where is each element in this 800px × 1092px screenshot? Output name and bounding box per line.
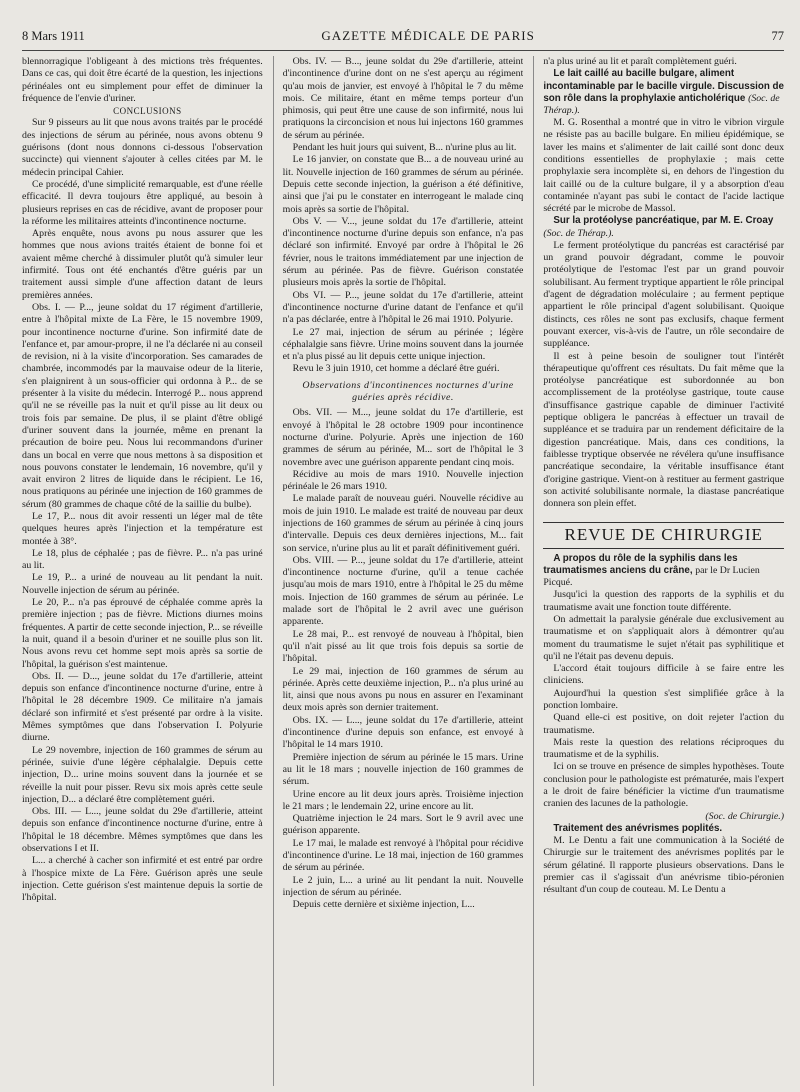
observation-3: Obs. III. — L..., jeune soldat du 29e d'artillerie, atteint depuis son enfance d'incontinence nocturne d'urine, entre à l'hôpital le 18 décembre. Mêmes symptômes que dans les observations I et II. — [22, 806, 263, 854]
journal-title: GAZETTE MÉDICALE DE PARIS — [321, 28, 535, 43]
paragraph: Mais reste la question des relations réciproques du traumatisme et de la syphilis. — [543, 736, 785, 761]
paragraph: Le 29 novembre, injection de 160 grammes de sérum au périnée, suivie d'une légère céphalalgie. Depuis cette injection, D... urine moins souvent dans la journée et se réveille la nuit pour pisser. Revu six mois après cette seule injection, D... a déclaré être complètement guéri. — [22, 744, 263, 805]
heading-text: Le lait caillé au bacille bulgare, aliment incontaminable par le bacille virgule. Discussion de son rôle dans la prophylaxie anticholérique — [543, 68, 784, 104]
observation-8: Obs. VIII. — P..., jeune soldat du 17e d'artillerie, atteint d'incontinence nocturne d'urine, qu'il a tenue cachée jusqu'au mois de mars 1910, entre à l'hôpital le 25 du même mois. Injection de 160 grammes de sérum au périnée. Le malade sort de l'hôpital le 2 avril avec une guérison apparente. — [282, 554, 524, 628]
paragraph: Aujourd'hui la question s'est simplifiée grâce à la ponction lombaire. — [543, 687, 785, 711]
heading-text: Sur la protéolyse pancréatique, par M. E. Croay — [553, 215, 774, 227]
paragraph: Première injection de sérum au périnée le 15 mars. Urine au lit le 18 mars ; nouvelle injection de 160 grammes de sérum. — [282, 751, 524, 788]
paragraph: Le 16 janvier, on constate que B... a de nouveau uriné au lit. Nouvelle injection de 160 grammes de sérum au périnée. Depuis cette seconde injection, la guérison a été définitive, ainsi que j'ai pu le constater en interrogeant le malade cinq mois après sa sortie de l'hôpital. — [282, 154, 524, 215]
heading-source: (Soc. de Thérap.). — [543, 227, 614, 239]
paragraph: blennorragique l'obligeant à des mictions très fréquentes. Dans ce cas, qui doit être écarté de la question, les injections périnéales ont eu simplement pour effet de diminuer la fréquence de l'envie d'uriner. — [22, 56, 263, 104]
paragraph: Revu le 3 juin 1910, cet homme a déclaré être guéri. — [292, 363, 500, 375]
article-heading-anevrismes: Traitement des anévrismes poplités. — [553, 822, 723, 834]
issue-date: 8 Mars 1911 — [22, 29, 85, 43]
article-heading-lait-caille — [543, 68, 784, 117]
paragraph: M. Le Dentu a fait une communication à la Société de Chirurgie sur le traitement des anévrismes poplités par le sérum gélatiné. Il rapporte plusieurs observations. Dans le premier cas il s'agissait d'un anévrisme tibio-péronien résultant d'un coup de couteau. M. Le Dentu a — [543, 835, 785, 896]
page-header — [22, 28, 784, 48]
paragraph: Récidive au mois de mars 1910. Nouvelle injection périnéale le 26 mars 1910. — [282, 468, 524, 493]
article-signature: (Soc. de Chirurgie.) — [705, 810, 785, 822]
paragraph: Le 19, P... a uriné de nouveau au lit pendant la nuit. Nouvelle injection de sérum au périnée. — [22, 572, 263, 596]
observation-7: Obs. VII. — M..., jeune soldat du 17e d'artillerie, est envoyé à l'hôpital le 28 octobre 1909 pour incontinence nocturne d'urine. Polyurie. Après une injection de 160 grammes de sérum au périnée, M... sort de l'hôpital le 3 novembre avec une guérison apparente pendant cinq mois. — [282, 407, 524, 468]
heading-author: par le Dr Lucien Picqué. — [543, 564, 760, 589]
paragraph: Urine encore au lit deux jours après. Troisième injection le 21 mars ; le lendemain 22, urine encore au lit. — [282, 788, 524, 812]
section-title: REVUE DE CHIRURGIE — [564, 525, 763, 545]
paragraph: Le 17, P... nous dit avoir ressenti un léger mal de tête quelques heures après l'injection et la température est montée à 38°. — [22, 510, 263, 547]
observation-6: Obs VI. — P..., jeune soldat du 17e d'artillerie, atteint d'incontinence nocturne d'urine datant de l'enfance et qu'il n'a pas déclarée, entre à l'hôpital le 26 mai 1910. Polyurie. — [282, 289, 524, 326]
paragraph: Jusqu'ici la question des rapports de la syphilis et du traumatisme avait une fonction toute différente. — [543, 589, 785, 613]
observation-2: Obs. II. — D..., jeune soldat du 17e d'artillerie, atteint depuis son enfance d'incontinence nocturne d'urine, entre à l'hôpital le 28 décembre 1909. Ce militaire n'a jamais déclaré son infirmité et s'est présenté par ordre à la visite. Mêmes symptômes que dans l'observation I. Polyurie diurne. — [22, 670, 263, 744]
section-rule-bottom — [543, 548, 784, 549]
paragraph: Le 29 mai, injection de 160 grammes de sérum au périnée. Après cette deuxième injection, P... n'a plus uriné au lit, ainsi que nous avons pu nous en assurer en l'examinant deux mois après son dernier traitement. — [282, 665, 524, 714]
paragraph: Le 28 mai, P... est renvoyé de nouveau à l'hôpital, bien qu'il n'ait pissé au lit que trois fois depuis sa sortie de l'hôpital. — [282, 628, 524, 665]
paragraph: Quand elle-ci est positive, on doit rejeter l'action du traumatisme. — [543, 712, 785, 736]
column-3 — [533, 56, 784, 1086]
paragraph: Depuis cette dernière et sixième injection, L... — [292, 899, 475, 911]
paragraph: Le malade paraît de nouveau guéri. Nouvelle récidive au mois de juin 1910. Le malade est traité de nouveau par deux injections de 160 grammes de sérum au périnée à cinq jours d'intervalle. Depuis ces deux dernières injections, M... fait son service, n'urine plus au lit et paraît définitivement guéri. — [282, 493, 524, 554]
paragraph: Après enquête, nous avons pu nous assurer que les hommes que nous avions traités étaient de bonne foi et avaient même cherché à dissimuler plutôt qu'à simuler leur infirmité. Tous ont été enchantés d'être guéris par un traitement aussi simple d'une affection datant de leurs premières années. — [22, 228, 263, 301]
paragraph: L... a cherché à cacher son infirmité et est entré par ordre à l'hospice mixte de La Fère. Guérison après une seule injection. Cette guérison s'est maintenue depuis la sortie de l'hôpital. — [22, 855, 263, 904]
article-heading-proteolyse — [543, 215, 784, 239]
section-rule-top — [543, 522, 784, 523]
paragraph: Le 17 mai, le malade est renvoyé à l'hôpital pour récidive d'incontinence d'urine. Le 18 mai, injection de 160 grammes de sérum au périnée. — [282, 837, 524, 874]
article-heading-syphilis — [543, 553, 784, 590]
paragraph: Le 27 mai, injection de sérum au périnée ; légère céphalalgie sans fièvre. Urine moins souvent dans la journée et n'a plus pissé au lit depuis cette unique injection. — [282, 326, 524, 363]
observation-4: Obs. IV. — B..., jeune soldat du 29e d'artillerie, atteint d'incontinence d'urine dont on ne s'est aperçu au régiment qu'au mois de janvier, est envoyé à l'hôpital le 7 du même mois. Ce militaire, étant en même temps porteur d'un phimosis, qui peut être une cause de son infirmité, nous lui pratiquons la circoncision et nous lui injectons 160 grammes de sérum au périnée. — [282, 56, 524, 141]
observation-9: Obs. IX. — L..., jeune soldat du 17e d'artillerie, atteint d'incontinence d'urine depuis son enfance, est envoyé à l'hôpital le 14 mars 1910. — [282, 714, 524, 751]
paragraph: Il est à peine besoin de souligner tout l'intérêt thérapeutique qu'offrent ces résultats. Du fait même que la protéolyse pancréatique est subordonnée au bon accomplissement de la protéolyse gastrique, toute cause d'insuffisance gastrique capable de diminuer l'activité peptique obligera le pancréas à effectuer un travail de suppléance et se traduira par un rendement déficitaire de la digestion pancréatique. Mais, dans ces conditions, la faiblesse tryptique observée ne révélera qu'une insuffisance pancréatique secondaire, la véritable insuffisance étant d'origine gastrique. Vient-on à restituer au ferment gastrique son activité solubilisante normale, la diastase pancréatique donnera son plein effet. — [543, 350, 785, 510]
paragraph: Ici on se trouve en présence de simples hypothèses. Toute conclusion pour le pathologiste est prématurée, mais l'expert a le droit de faire bénéficier la victime d'un traumatisme cranien des lacunes de la pathologie. — [543, 761, 785, 810]
observation-5: Obs V. — V..., jeune soldat du 17e d'artillerie, atteint d'incontinence nocturne d'urine depuis son enfance, n'a pas déclaré son infirmité. Envoyé par ordre à l'hôpital le 26 février, nous le traitons immédiatement par une injection de sérum au périnée. Pas de fièvre. Guérison constatée plusieurs mois après la sortie de l'hôpital. — [282, 215, 524, 289]
paragraph: Le 18, plus de céphalée ; pas de fièvre. P... n'a pas uriné au lit. — [22, 547, 263, 572]
paragraph: On admettait la paralysie générale due exclusivement au traumatisme et on s'appliquait alors à démontrer qu'au moment du traumatisme le sujet n'était pas syphilitique et qu'il ne l'était pas devenu depuis. — [543, 613, 785, 662]
columns — [22, 56, 784, 1086]
paragraph: Le ferment protéolytique du pancréas est caractérisé par un grand pouvoir dégradant, comme le pouvoir protéolytique de l'estomac l'est par un grand pouvoir solubilisant. Au ferment tryptique appartient le rôle principal d'agent de dégradation moléculaire ; au ferment peptique appartient le rôle principal d'agent solubilisant. Quoique distincts, ces rôles ne sont pas exclusifs, chaque ferment pouvant exercer, vis-à-vis de l'autre, un rôle secondaire de suppléance. — [543, 239, 785, 350]
heading-text: A propos du rôle de la syphilis dans les traumatismes anciens du crâne, — [543, 552, 738, 576]
conclusions-heading: CONCLUSIONS — [113, 106, 182, 117]
paragraph: n'a plus uriné au lit et paraît complètement guéri. — [543, 56, 737, 67]
paragraph: M. G. Rosenthal a montré que in vitro le vibrion virgule ne résiste pas au bacille bulgare. En milieu épidémique, se laver les mains et s'alimenter de lait caillé sont donc deux conditions essentielles de prophylaxie ; mais cette prophylaxie sera incomplète si, en dehors de l'ingestion du lait caillé ou de la culture bulgare, il y a absorption d'eau contaminée n'ayant pas subi le contact de l'acide lactique sécrété par le microbe de Massol. — [543, 117, 785, 215]
paragraph: Le 2 juin, L... a uriné au lit pendant la nuit. Nouvelle injection de sérum au périnée. — [282, 874, 524, 898]
paragraph: Sur 9 pisseurs au lit que nous avons traités par le procédé des injections de sérum au périnée, nous avons obtenu 9 guérisons (dont nous donnons ci-dessous l'observation succincte) qui viennent s'ajouter à celles citées par M. le médecin principal Cahier. — [22, 117, 263, 178]
paragraph: Le 20, P... n'a pas éprouvé de céphalée comme après la première injection ; pas de fièvre. Mictions diurnes moins fréquentes. A partir de cette seconde injection, P... se réveille la nuit, quand il a besoin d'uriner et ne souille plus son lit. Nous avons revu cet homme sept mois après sa sortie de l'hôpital, la guérison s'est maintenue. — [22, 597, 263, 670]
header-rule — [22, 50, 784, 51]
recidive-heading: Observations d'incontinences nocturnes d'urine guéries après récidive. — [302, 379, 514, 404]
paragraph: Quatrième injection le 24 mars. Sort le 9 avril avec une guérison apparente. — [282, 813, 524, 837]
column-2 — [273, 56, 524, 1086]
heading-source: (Soc. de Thérap.). — [543, 92, 780, 116]
paragraph: L'accord était toujours difficile à se faire entre les cliniciens. — [543, 663, 785, 687]
paragraph: Pendant les huit jours qui suivent, B... n'urine plus au lit. — [292, 142, 517, 154]
paragraph: Ce procédé, d'une simplicité remarquable, est d'une réelle efficacité. Il devra toujours être appliqué, au besoin à plusieurs reprises en cas de récidive, avant de proposer pour la réforme les militaires atteints d'incontinence nocturne. — [22, 178, 263, 227]
column-1 — [22, 56, 263, 1086]
page-number: 77 — [771, 29, 784, 43]
observation-1: Obs. I. — P..., jeune soldat du 17 régiment d'artillerie, entre à l'hôpital mixte de La Fère, le 15 novembre 1909, pour incontinence nocturne d'urine. Son infirmité date de l'enfance et, par amour-propre, il ne l'a déclarée ni au conseil de revision, ni à la visite d'incorporation. Ses camarades de chambrée, incommodés par la mauvaise odeur de la literie, s'en plaignirent à un sous-officier qui ordonna à P... de se présenter à la visite du médecin. Interrogé P... nous apprend qu'il ne se réveille pas la nuit et qu'il pisse au lit deux ou trois fois par semaine. De plus, il se plaint d'être obligé d'uriner souvent dans la journée, même en prenant la précaution de boire peu. Nous lui recommandons d'uriner dans un bocal en verre que nous mettons à sa disposition et nous pouvons constater le lendemain, 16 novembre, qu'il y avait environ 2 litres de liquide dans le récipient. Le 16, nous pratiquons au périnée une injection de 160 grammes de sérum (80 grammes de chaque côté de la saillie du bulbe). — [22, 301, 263, 510]
